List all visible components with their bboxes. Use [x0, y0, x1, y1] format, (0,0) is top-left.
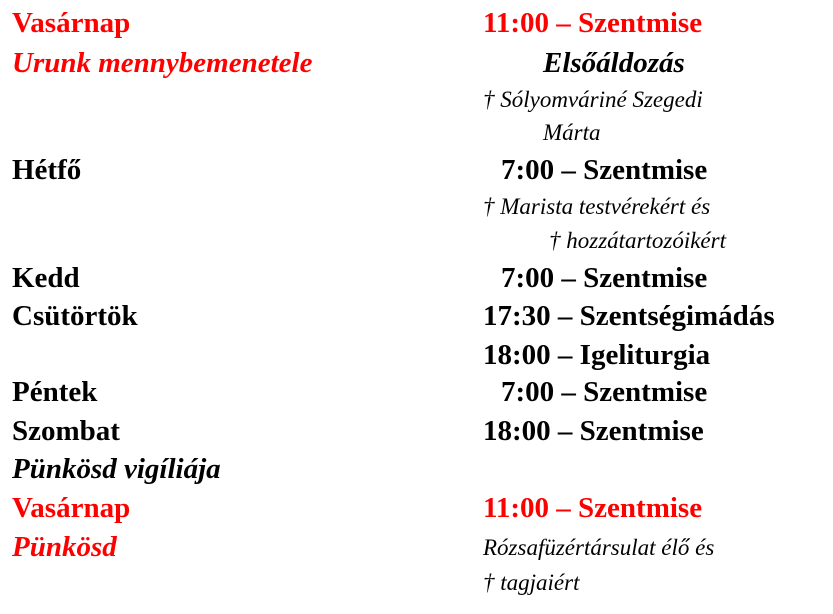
intention-monday-line-1: † Marista testvérekért és: [483, 194, 711, 219]
feast-ascension: Urunk mennybemenetele: [12, 47, 313, 79]
day-friday: Péntek: [12, 376, 98, 408]
day-saturday: Szombat: [12, 415, 120, 447]
day-thursday: Csütörtök: [12, 300, 138, 332]
day-sunday-1: Vasárnap: [12, 7, 131, 39]
intention-sunday-2-line-2: † tagjaiért: [483, 570, 580, 595]
intention-monday-line-2: † hozzátartozóikért: [549, 228, 726, 253]
day-monday: Hétfő: [12, 154, 82, 186]
event-first-communion: Elsőáldozás: [543, 47, 685, 79]
time-monday: 7:00 – Szentmise: [501, 154, 708, 186]
time-tuesday: 7:00 – Szentmise: [501, 262, 708, 294]
time-friday: 7:00 – Szentmise: [501, 376, 708, 408]
time-thursday-liturgy: 18:00 – Igeliturgia: [483, 339, 711, 371]
time-saturday: 18:00 – Szentmise: [483, 415, 704, 447]
intention-sunday-1-line-1: † Sólyomváriné Szegedi: [483, 87, 703, 112]
feast-pentecost-vigil: Pünkösd vigíliája: [12, 453, 221, 485]
feast-pentecost: Pünkösd: [12, 531, 117, 563]
day-sunday-2: Vasárnap: [12, 492, 131, 524]
intention-sunday-2-line-1: Rózsafüzértársulat élő és: [483, 535, 715, 560]
time-sunday-2: 11:00 – Szentmise: [483, 492, 703, 524]
time-thursday-adoration: 17:30 – Szentségimádás: [483, 300, 775, 332]
intention-sunday-1-line-2: Márta: [543, 120, 601, 145]
time-sunday-1: 11:00 – Szentmise: [483, 7, 703, 39]
day-tuesday: Kedd: [12, 262, 80, 294]
